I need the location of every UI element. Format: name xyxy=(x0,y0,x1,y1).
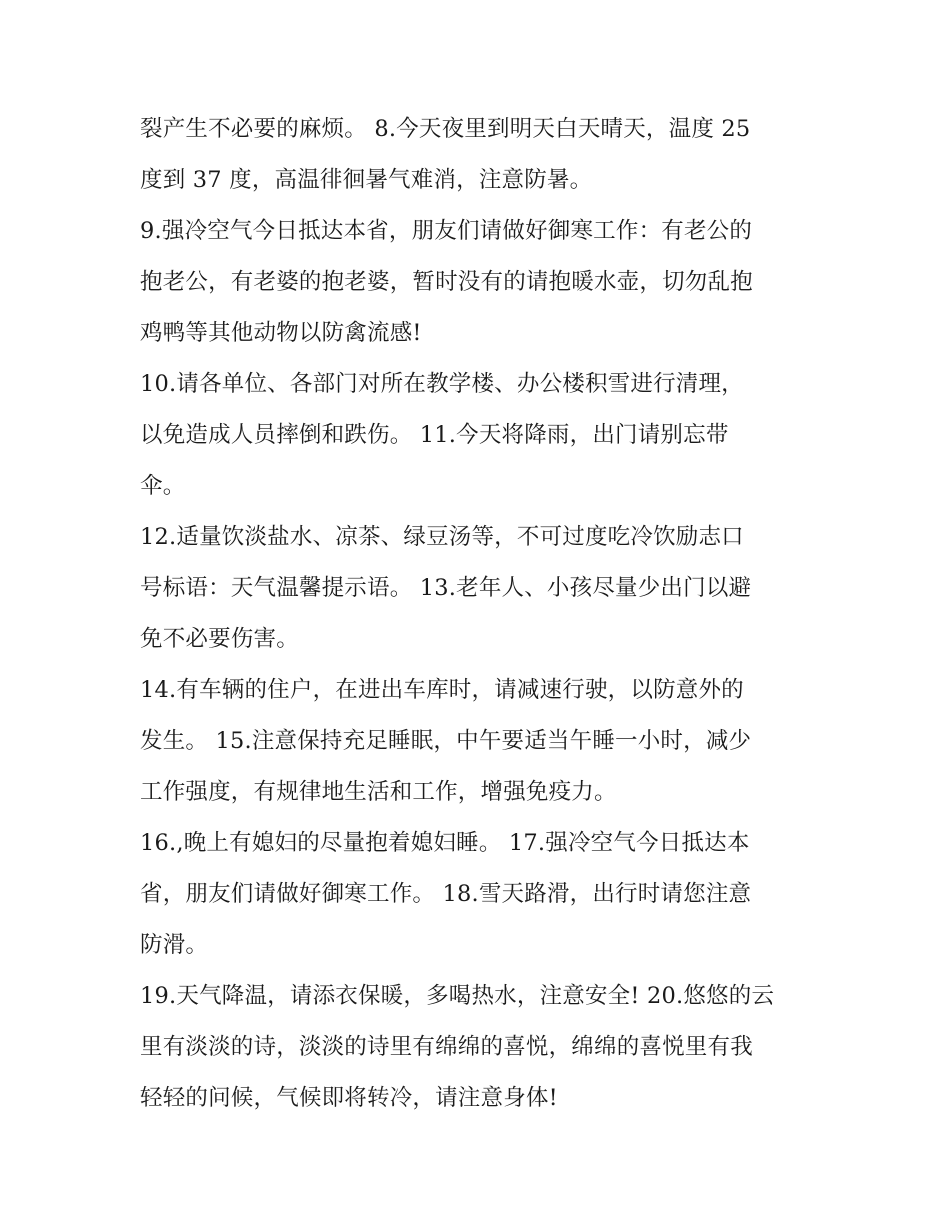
text-line: 以免造成人员摔倒和跌伤。 11.今天将降雨，出门请别忘带 xyxy=(140,422,729,448)
body-text xyxy=(140,104,840,1124)
text-line: 防滑。 xyxy=(140,932,209,958)
text-line: 10.请各单位、各部门对所在教学楼、办公楼积雪进行清理， xyxy=(140,371,744,397)
text-line: 12.适量饮淡盐水、凉茶、绿豆汤等，不可过度吃冷饮励志口 xyxy=(140,524,744,550)
text-line: 省，朋友们请做好御寒工作。 18.雪天路滑，出行时请您注意 xyxy=(140,881,752,907)
text-line: 鸡鸭等其他动物以防禽流感! xyxy=(140,320,422,346)
text-line: 免不必要伤害。 xyxy=(140,626,299,652)
text-line: 度到 37 度，高温徘徊暑气难消，注意防暑。 xyxy=(140,167,593,193)
text-line: 裂产生不必要的麻烦。 8.今天夜里到明天白天晴天，温度 25 xyxy=(140,116,751,142)
text-line: 9.强冷空气今日抵达本省，朋友们请做好御寒工作：有老公的 xyxy=(140,218,753,244)
text-line: 19.天气降温，请添衣保暖，多喝热水，注意安全! 20.悠悠的云 xyxy=(140,983,775,1009)
text-line: 里有淡淡的诗，淡淡的诗里有绵绵的喜悦，绵绵的喜悦里有我 xyxy=(140,1034,753,1060)
text-line: 抱老公，有老婆的抱老婆，暂时没有的请抱暖水壶，切勿乱抱 xyxy=(140,269,753,295)
text-line: 发生。 15.注意保持充足睡眠，中午要适当午睡一小时，减少 xyxy=(140,728,752,754)
text-line: 号标语：天气温馨提示语。 13.老年人、小孩尽量少出门以避 xyxy=(140,575,752,601)
text-line: 16.,晚上有媳妇的尽量抱着媳妇睡。 17.强冷空气今日抵达本 xyxy=(140,830,750,856)
text-line: 伞。 xyxy=(140,473,186,499)
text-line: 14.有车辆的住户，在进出车库时，请减速行驶，以防意外的 xyxy=(140,677,744,703)
text-line: 轻轻的问候，气候即将转冷，请注意身体! xyxy=(140,1085,558,1111)
text-line: 工作强度，有规律地生活和工作，增强免疫力。 xyxy=(140,779,617,805)
